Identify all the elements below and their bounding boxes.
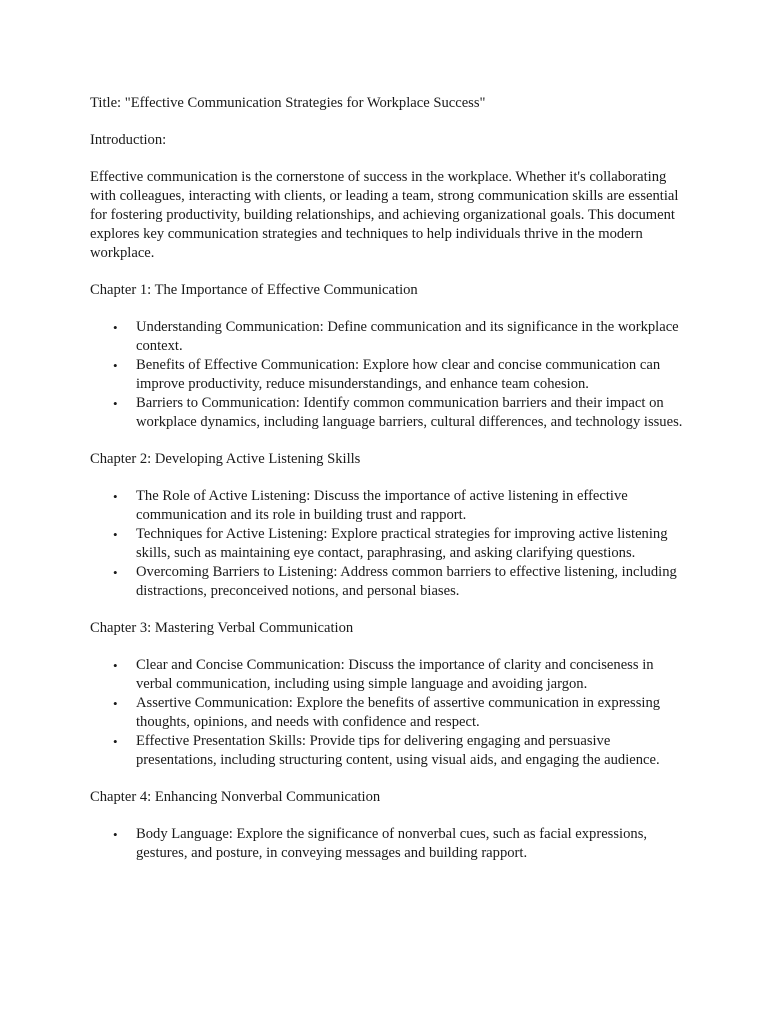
bullet-icon: • [113, 734, 118, 749]
list-item-text: Assertive Communication: Explore the benefits of assertive communication in expressing thoughts, opinions, and needs with confidence and respect. [136, 695, 661, 730]
list-item [90, 394, 690, 432]
list-item [90, 732, 690, 770]
list-item-text: The Role of Active Listening: Discuss the importance of active listening in effective communication and its role in building trust and rapport. [136, 488, 628, 523]
list-item-text: Effective Presentation Skills: Provide tips for delivering engaging and persuasive presentations, including structuring content, using visual aids, and engaging the audience. [136, 733, 660, 768]
chapter-3-list [90, 656, 690, 770]
chapter-4-heading: Chapter 4: Enhancing Nonverbal Communication [90, 789, 381, 805]
document-page [90, 94, 690, 881]
chapter-1-heading: Chapter 1: The Importance of Effective Communication [90, 282, 418, 298]
bullet-icon: • [113, 358, 118, 373]
list-item-text: Barriers to Communication: Identify common communication barriers and their impact on workplace dynamics, including language barriers, cultural differences, and technology issues. [136, 395, 683, 430]
bullet-icon: • [113, 827, 118, 842]
list-item-text: Clear and Concise Communication: Discuss the importance of clarity and conciseness in verbal communication, including using simple language and avoiding jargon. [136, 657, 654, 692]
document-title: Title: "Effective Communication Strategies for Workplace Success" [90, 95, 486, 111]
bullet-icon: • [113, 396, 118, 411]
chapter-3-heading: Chapter 3: Mastering Verbal Communication [90, 620, 354, 636]
list-item-text: Overcoming Barriers to Listening: Address common barriers to effective listening, including distractions, preconceived notions, and personal biases. [136, 564, 677, 599]
list-item-text: Benefits of Effective Communication: Explore how clear and concise communication can improve productivity, reduce misunderstandings, and enhance team cohesion. [136, 357, 661, 392]
list-item [90, 487, 690, 525]
list-item-text: Understanding Communication: Define communication and its significance in the workplace context. [136, 319, 679, 354]
list-item [90, 525, 690, 563]
bullet-icon: • [113, 696, 118, 711]
introduction-label: Introduction: [90, 132, 167, 148]
bullet-icon: • [113, 658, 118, 673]
list-item-text: Body Language: Explore the significance of nonverbal cues, such as facial expressions, gestures, and posture, in conveying messages and building rapport. [136, 826, 648, 861]
chapter-1-list [90, 318, 690, 432]
chapter-2-list [90, 487, 690, 601]
list-item-text: Techniques for Active Listening: Explore practical strategies for improving active listening skills, such as maintaining eye contact, paraphrasing, and asking clarifying questions. [136, 526, 668, 561]
bullet-icon: • [113, 320, 118, 335]
bullet-icon: • [113, 527, 118, 542]
chapter-4-list [90, 825, 690, 863]
list-item [90, 694, 690, 732]
list-item [90, 318, 690, 356]
bullet-icon: • [113, 489, 118, 504]
chapter-2-heading: Chapter 2: Developing Active Listening Skills [90, 451, 361, 467]
introduction-text: Effective communication is the cornerstone of success in the workplace. Whether it's collaborating with colleagues, interacting with clients, or leading a team, strong communication skills are essential for fostering productivity, building relationships, and achieving organizational goals. This document explores key communication strategies and techniques to help individuals thrive in the modern workplace. [90, 169, 679, 261]
list-item [90, 356, 690, 394]
list-item [90, 825, 690, 863]
bullet-icon: • [113, 565, 118, 580]
list-item [90, 656, 690, 694]
list-item [90, 563, 690, 601]
